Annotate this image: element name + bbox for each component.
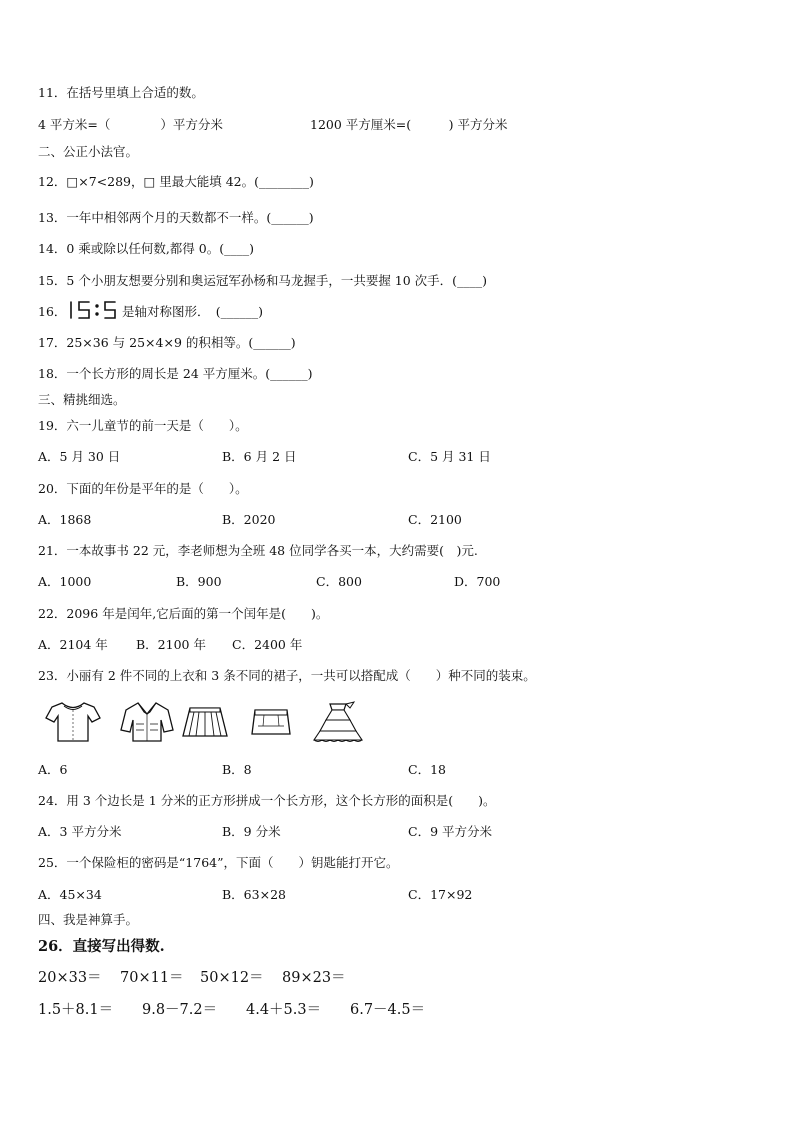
- q16-number: 16．: [38, 304, 67, 319]
- tshirt-1-image: [44, 700, 102, 744]
- q24-option-c: C．9 平方分米: [408, 824, 492, 839]
- q12-text: 12．□×7<289，□ 里最大能填 42。(________): [38, 174, 314, 189]
- q20-option-c: C．2100: [408, 512, 462, 527]
- q14-text: 14．0 乘或除以任何数,都得 0。(____): [38, 241, 254, 256]
- q21-text: 21．一本故事书 22 元，李老师想为全班 48 位同学各买一本，大约需要( )元.: [38, 543, 478, 558]
- q19-option-a: A．5 月 30 日: [38, 449, 121, 464]
- q26-row1-item-4: 89×23＝: [282, 970, 346, 986]
- section-2-heading: 二、公正小法官。: [38, 144, 139, 159]
- q21-option-b: B．900: [176, 574, 222, 589]
- q23-option-c: C．18: [408, 762, 446, 777]
- q23-option-a: A．6: [38, 762, 68, 777]
- q25-option-c: C．17×92: [408, 887, 473, 902]
- q19-option-c: C．5 月 31 日: [408, 449, 491, 464]
- pleated-skirt-1-image: [180, 700, 230, 744]
- section-3-heading: 三、精挑细选。: [38, 392, 126, 407]
- q25-text: 25．一个保险柜的密码是“1764”，下面（ ）钥匙能打开它。: [38, 855, 399, 870]
- q15-text: 15．5 个小朋友想要分别和奥运冠军孙杨和马龙握手，一共要握 10 次手．(____): [38, 273, 487, 288]
- q11-part1: 4 平方米=（ ）平方分米: [38, 117, 223, 132]
- q24-option-b: B．9 分米: [222, 824, 281, 839]
- q20-text: 20．下面的年份是平年的是（ ）。: [38, 481, 248, 496]
- q16-seven-segment-symbol: [68, 300, 120, 320]
- q19-text: 19．六一儿童节的前一天是（ ）。: [38, 418, 248, 433]
- q19-option-b: B．6 月 2 日: [222, 449, 297, 464]
- q11-part2: 1200 平方厘米=( ) 平方分米: [310, 117, 508, 132]
- q22-option-c: C．2400 年: [232, 637, 303, 652]
- q20-option-a: A．1868: [38, 512, 92, 527]
- q20-option-b: B．2020: [222, 512, 276, 527]
- q24-option-a: A．3 平方分米: [38, 824, 122, 839]
- q25-option-a: A．45×34: [38, 887, 102, 902]
- ruffled-skirt-3-image: [310, 700, 366, 744]
- section-4-heading: 四、我是神算手。: [38, 912, 139, 927]
- q26-row1-item-3: 50×12＝: [200, 970, 264, 986]
- q22-text: 22．2096 年是闰年,它后面的第一个闰年是( )。: [38, 606, 329, 621]
- q26-row2-item-4: 6.7－4.5＝: [350, 1002, 426, 1018]
- q17-text: 17．25×36 与 25×4×9 的积相等。(______): [38, 335, 296, 350]
- q21-option-d: D．700: [454, 574, 501, 589]
- q21-option-a: A．1000: [38, 574, 92, 589]
- q16-text: 是轴对称图形． (______): [122, 304, 264, 319]
- q11-text: 11．在括号里填上合适的数。: [38, 85, 204, 100]
- clothing-illustrations: [44, 700, 384, 746]
- q26-row2-item-3: 4.4＋5.3＝: [246, 1002, 322, 1018]
- q22-option-a: A．2104 年: [38, 637, 108, 652]
- q24-text: 24．用 3 个边长是 1 分米的正方形拼成一个长方形，这个长方形的面积是( )。: [38, 793, 496, 808]
- q23-option-b: B．8: [222, 762, 252, 777]
- q26-row2-item-1: 1.5＋8.1＝: [38, 1002, 114, 1018]
- q22-option-b: B．2100 年: [136, 637, 206, 652]
- blouse-2-image: [118, 700, 176, 744]
- q25-option-b: B．63×28: [222, 887, 286, 902]
- q18-text: 18．一个长方形的周长是 24 平方厘米。(______): [38, 366, 313, 381]
- q26-row1-item-2: 70×11＝: [120, 970, 184, 986]
- q26-row2-item-2: 9.8－7.2＝: [142, 1002, 218, 1018]
- q13-text: 13．一年中相邻两个月的天数都不一样。(______): [38, 210, 314, 225]
- q21-option-c: C．800: [316, 574, 362, 589]
- short-skirt-2-image: [246, 700, 296, 744]
- q26-row1-item-1: 20×33＝: [38, 970, 102, 986]
- q26-text: 26．直接写出得数.: [38, 938, 165, 955]
- q23-text: 23．小丽有 2 件不同的上衣和 3 条不同的裙子，一共可以搭配成（ ）种不同的装束。: [38, 668, 536, 683]
